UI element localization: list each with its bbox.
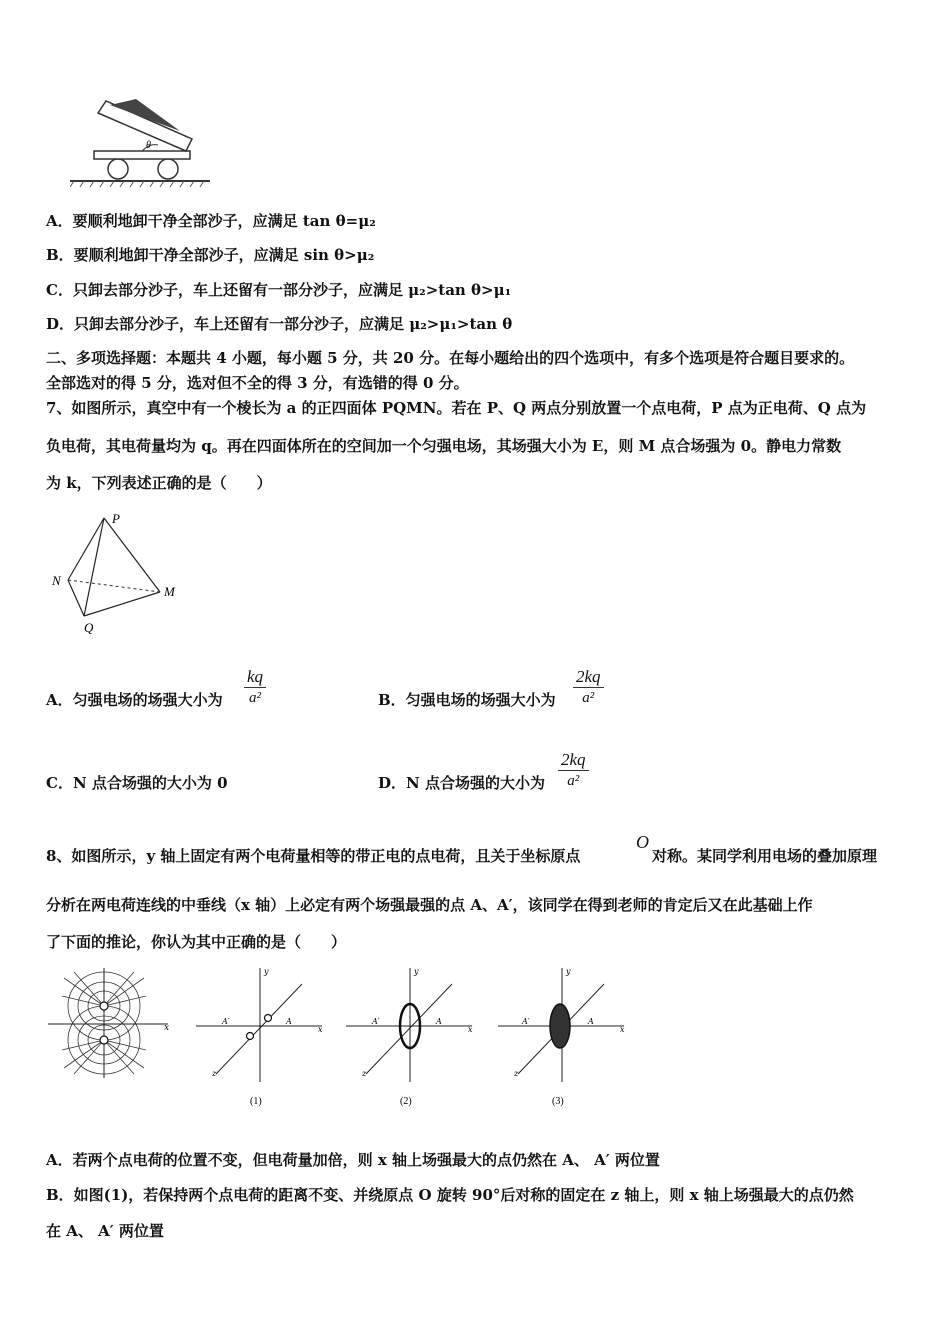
- q8-stem-line1b: 对称。某同学利用电场的叠加原理: [652, 847, 878, 865]
- q6-option-d: D．只卸去部分沙子，车上还留有一部分沙子，应满足 μ₂>μ₁>tan θ: [46, 315, 513, 333]
- figure-3: [492, 962, 632, 1112]
- q7-stem-line2: 负电荷，其电荷量均为 q。再在四面体所在的空间加一个匀强电场，其场强大小为 E，则 M 点合场强为 0。静电力常数: [46, 437, 842, 455]
- vertex-m-label: M: [164, 584, 175, 599]
- truck-figure: [70, 95, 215, 190]
- vertex-n-label: N: [52, 573, 61, 588]
- q7-option-d: D．N 点合场强的大小为: [378, 774, 545, 792]
- q8-option-b-line1: B．如图(1)，若保持两个点电荷的距离不变、并绕原点 O 旋转 90°后对称的固定在 z 轴上，则 x 轴上场强最大的点仍然: [46, 1186, 854, 1204]
- point-a-label: A: [286, 1017, 292, 1026]
- axis-x-label: x: [318, 1025, 323, 1034]
- q6-option-c: C．只卸去部分沙子，车上还留有一部分沙子，应满足 μ₂>tan θ>μ₁: [46, 281, 512, 299]
- q7-option-c: C．N 点合场强的大小为 0: [46, 774, 228, 792]
- fraction-numerator: 2kq: [558, 750, 589, 771]
- point-a-prime-label: A′: [372, 1017, 380, 1026]
- axis-x-label: x: [164, 1023, 170, 1033]
- axis-y-label: y: [566, 967, 571, 976]
- vertex-q-label: Q: [84, 620, 94, 635]
- section2-scoring: 全部选对的得 5 分，选对但不全的得 3 分，有选错的得 0 分。: [46, 374, 469, 392]
- q8-option-a: A．若两个点电荷的位置不变，但电荷量加倍，则 x 轴上场强最大的点仍然在 A、 A′ 两位置: [46, 1151, 660, 1169]
- axis-x-label: x: [620, 1025, 625, 1034]
- q7-option-b: B．匀强电场的场强大小为: [378, 691, 556, 709]
- fraction-numerator: kq: [244, 667, 266, 688]
- fraction-denominator: a²: [567, 773, 580, 789]
- q8-stem-line3: 了下面的推论，你认为其中正确的是（ ）: [46, 933, 347, 951]
- tetrahedron-figure: [48, 508, 188, 638]
- q8-stem-line1a: 8、如图所示，y 轴上固定有两个电荷量相等的带正电的点电荷，且关于坐标原点: [46, 847, 581, 865]
- point-a-prime-label: A′: [522, 1017, 530, 1026]
- q7-option-d-fraction: [558, 750, 589, 791]
- vertex-p-label: P: [112, 511, 120, 526]
- q6-option-a: A．要顺利地卸干净全部沙子，应满足 tan θ=μ₂: [46, 212, 376, 230]
- q7-option-a: A．匀强电场的场强大小为: [46, 691, 223, 709]
- q7-stem-line1: 7、如图所示，真空中有一个棱长为 a 的正四面体 PQMN。若在 P、Q 两点分别放置一个点电荷，P 点为正电荷、Q 点为: [46, 399, 867, 417]
- axis-z-label: z: [362, 1069, 367, 1078]
- q6-option-b: B．要顺利地卸干净全部沙子，应满足 sin θ>μ₂: [46, 246, 375, 264]
- figure-2-caption: (2): [400, 1096, 412, 1107]
- theta-label: θ: [146, 140, 151, 151]
- axis-z-label: z: [212, 1069, 217, 1078]
- figure-1: [190, 962, 330, 1112]
- axis-z-label: z: [514, 1069, 519, 1078]
- q7-stem-line3: 为 k，下列表述正确的是（ ）: [46, 474, 272, 492]
- field-lines-figure: [44, 968, 174, 1078]
- q8-origin-label: O: [636, 832, 649, 852]
- point-a-label: A: [436, 1017, 442, 1026]
- q8-stem-line2: 分析在两电荷连线的中垂线（x 轴）上必定有两个场强最强的点 A、A′，该同学在得到老师的肯定后又在此基础上作: [46, 896, 813, 914]
- q7-option-b-fraction: [573, 667, 604, 708]
- axis-y-label: y: [414, 967, 419, 976]
- fraction-numerator: 2kq: [573, 667, 604, 688]
- q8-option-b-line2: 在 A、 A′ 两位置: [46, 1222, 164, 1240]
- figure-1-caption: (1): [250, 1096, 262, 1107]
- fraction-denominator: a²: [582, 690, 595, 706]
- axis-x-label: x: [468, 1025, 473, 1034]
- point-a-label: A: [588, 1017, 594, 1026]
- figure-3-caption: (3): [552, 1096, 564, 1107]
- figure-2: [340, 962, 480, 1112]
- section2-heading: 二、多项选择题：本题共 4 小题，每小题 5 分，共 20 分。在每小题给出的四个选项中，有多个选项是符合题目要求的。: [46, 349, 855, 367]
- axis-y-label: y: [264, 967, 269, 976]
- q7-option-a-fraction: [244, 667, 266, 708]
- fraction-denominator: a²: [249, 690, 262, 706]
- point-a-prime-label: A′: [222, 1017, 230, 1026]
